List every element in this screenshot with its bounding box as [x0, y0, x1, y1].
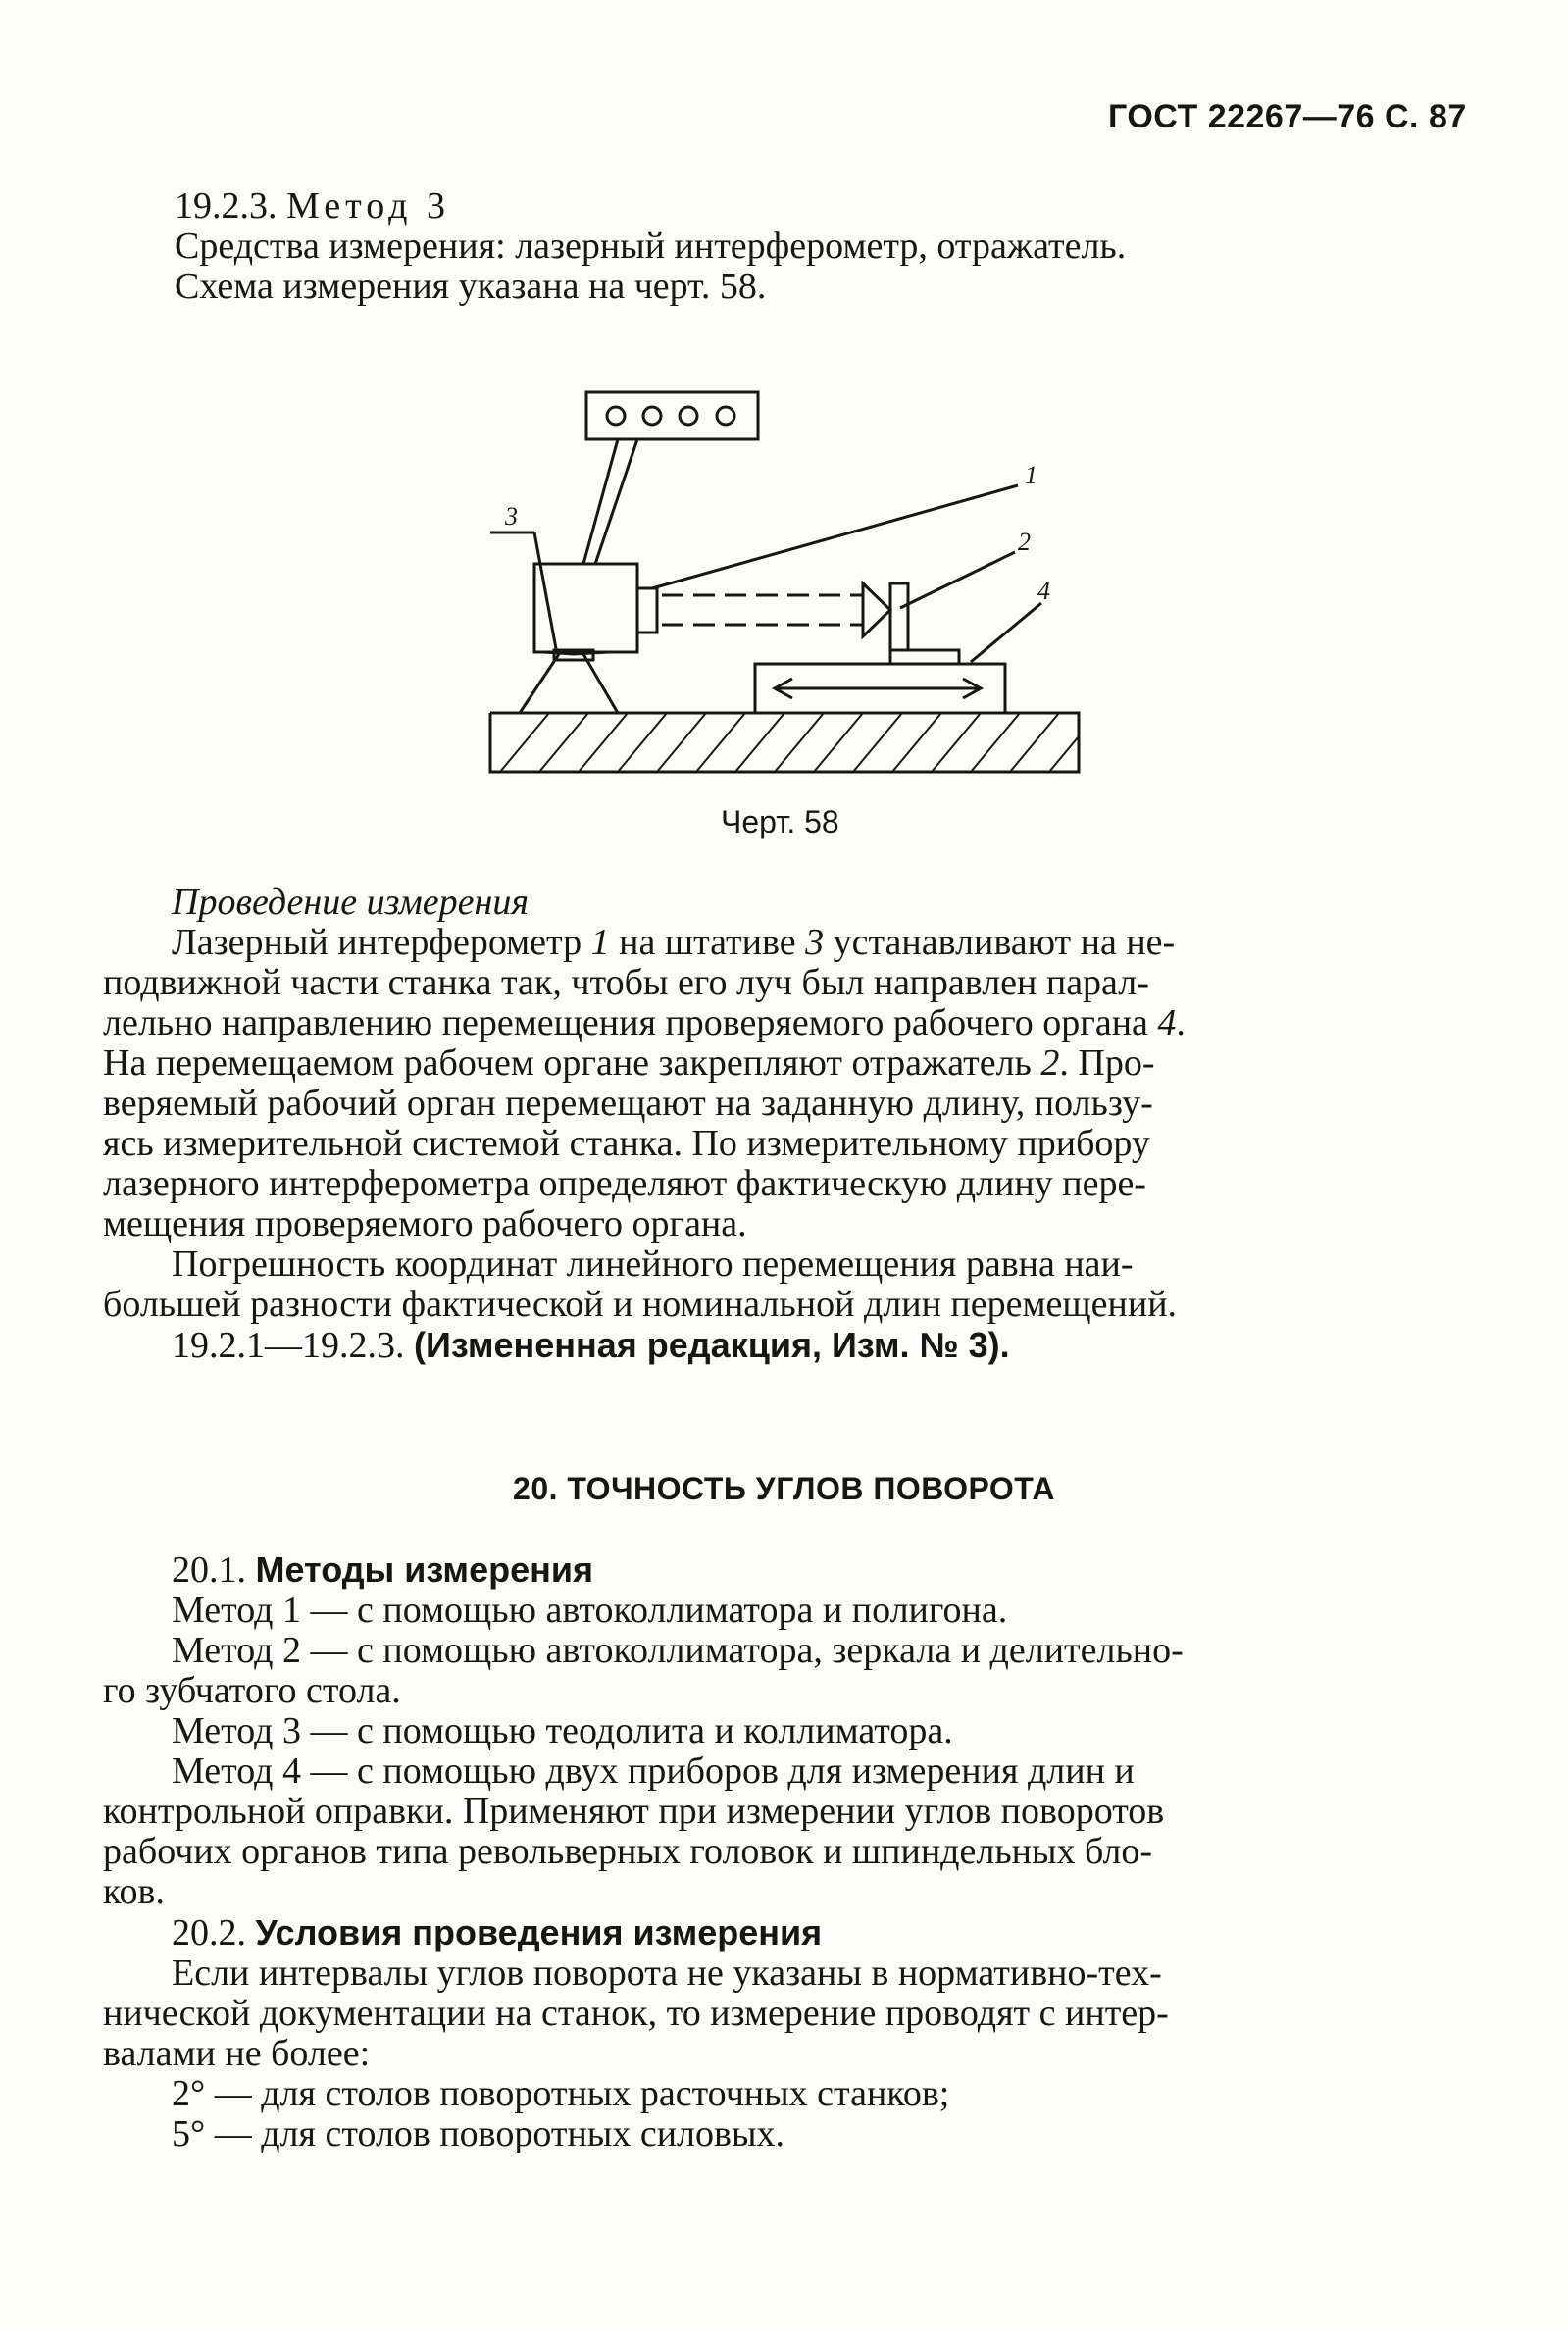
laser-nozzle	[637, 588, 657, 633]
clause-number: 20.1.	[172, 1549, 256, 1591]
leader-line-3	[534, 532, 557, 654]
interval-line-2: 5° — для столов поворотных силовых.	[172, 2113, 784, 2154]
procedure-title: Проведение измерения	[172, 882, 530, 923]
conditions-line-1: Если интервалы углов поворота не указаны в нормативно-тех-	[172, 1952, 1162, 1994]
indicator-lamp	[643, 407, 661, 425]
tripod-leg	[520, 654, 559, 713]
section-20-block	[103, 1549, 1471, 2154]
method-2-line-1: Метод 2 — с помощью автоколлиматора, зеркала и делительно-	[172, 1630, 1184, 1671]
method-heading	[175, 186, 1474, 227]
conditions-line-2: нической документации на станок, то измерение проводят с интер-	[103, 1993, 1169, 2034]
procedure-line-5: веряемый рабочий орган перемещают на заданную длину, пользу-	[103, 1083, 1153, 1124]
figure-label-1: 1	[1025, 461, 1037, 489]
method-title: Метод 3	[286, 185, 450, 227]
text-run: .	[1176, 1002, 1186, 1043]
method-4-line-2: контрольной оправки. Применяют при измерении углов поворотов	[103, 1791, 1165, 1832]
method-4-line-3: рабочих органов типа револьверных головок и шпиндельных бло-	[103, 1831, 1153, 1872]
method-4-line-1: Метод 4 — с помощью двух приборов для измерения длин и	[172, 1750, 1135, 1792]
measurement-scheme-figure	[461, 368, 1108, 799]
text-run: Лазерный интерферометр	[172, 922, 591, 963]
ref-number: 4	[1157, 1002, 1177, 1043]
clause-number: 20.2.	[172, 1912, 256, 1953]
intro-block	[175, 186, 1474, 307]
figure-caption: Черт. 58	[721, 804, 839, 839]
procedure-line-2: подвижной части станка так, чтобы его луч был направлен парал-	[103, 962, 1149, 1003]
reflector-mount	[890, 583, 908, 650]
indicator-lamp	[607, 407, 625, 425]
reflector-base	[890, 650, 959, 664]
amendment-note	[172, 1325, 1471, 1366]
intro-line-2: Схема измерения указана на черт. 58.	[175, 266, 767, 307]
ref-number: 2	[1040, 1042, 1060, 1084]
procedure-block	[103, 882, 1471, 1366]
method-3-line: Метод 3 — с помощью теодолита и коллиматора.	[172, 1710, 953, 1751]
procedure-line-4	[103, 1043, 1471, 1084]
intro-line-1: Средства измерения: лазерный интерферометр, отражатель.	[175, 226, 1127, 267]
text-run: на штативе	[609, 922, 806, 963]
leader-line-2	[900, 552, 1015, 608]
procedure-line-3	[103, 1003, 1471, 1043]
clause-20-2-heading	[172, 1912, 1471, 1953]
section-title: 20. ТОЧНОСТЬ УГЛОВ ПОВОРОТА	[513, 1471, 1055, 1506]
reflector	[863, 583, 890, 636]
leader-line-1	[652, 485, 1018, 588]
bed-hatching	[500, 713, 1079, 772]
text-run: . Про-	[1059, 1042, 1155, 1084]
page-header: ГОСТ 22267—76 С. 87	[1108, 98, 1467, 135]
clause-title: Методы измерения	[255, 1549, 593, 1590]
method-1-line: Метод 1 — с помощью автоколлиматора и полигона.	[172, 1590, 1008, 1631]
tripod-leg	[583, 654, 618, 713]
interval-line-1: 2° — для столов поворотных расточных станков;	[172, 2073, 950, 2114]
machine-bed	[490, 713, 1079, 772]
method-2-line-2: го зубчатого стола.	[103, 1670, 401, 1711]
leader-line-4	[971, 603, 1041, 662]
ref-number: 1	[590, 922, 610, 963]
text-run: лельно направлению перемещения проверяемого рабочего органа	[103, 1002, 1158, 1043]
indicator-lamp	[680, 407, 697, 425]
indicator-unit	[586, 392, 758, 439]
procedure-line-6: ясь измерительной системой станка. По измерительному прибору	[103, 1123, 1150, 1164]
procedure-line-7: лазерного интерферометра определяют фактическую длину пере-	[103, 1163, 1146, 1204]
amendment-range: 19.2.1—19.2.3.	[172, 1325, 414, 1366]
error-line-2: большей разности фактической и номинальной длин перемещений.	[103, 1284, 1178, 1325]
text-run: На перемещаемом рабочем органе закрепляют отражатель	[103, 1042, 1041, 1084]
amendment-text: (Измененная редакция, Изм. № 3).	[414, 1325, 1010, 1365]
clause-number: 19.2.3.	[175, 185, 278, 227]
ref-number: 3	[805, 922, 825, 963]
figure-label-4: 4	[1037, 577, 1050, 605]
procedure-line-8: мещения проверяемого рабочего органа.	[103, 1203, 747, 1244]
text-run: устанавливают на не-	[824, 922, 1176, 963]
clause-20-1-heading	[172, 1549, 1471, 1591]
figure-label-3: 3	[505, 502, 518, 531]
procedure-line-1	[172, 923, 1471, 963]
method-4-line-4: ков.	[103, 1871, 165, 1912]
figure-label-2: 2	[1018, 528, 1031, 556]
conditions-line-3: валами не более:	[103, 2033, 371, 2074]
error-line-1: Погрешность координат линейного перемещения равна наи-	[172, 1243, 1134, 1285]
indicator-lamp	[717, 407, 734, 425]
clause-title: Условия проведения измерения	[255, 1912, 823, 1952]
